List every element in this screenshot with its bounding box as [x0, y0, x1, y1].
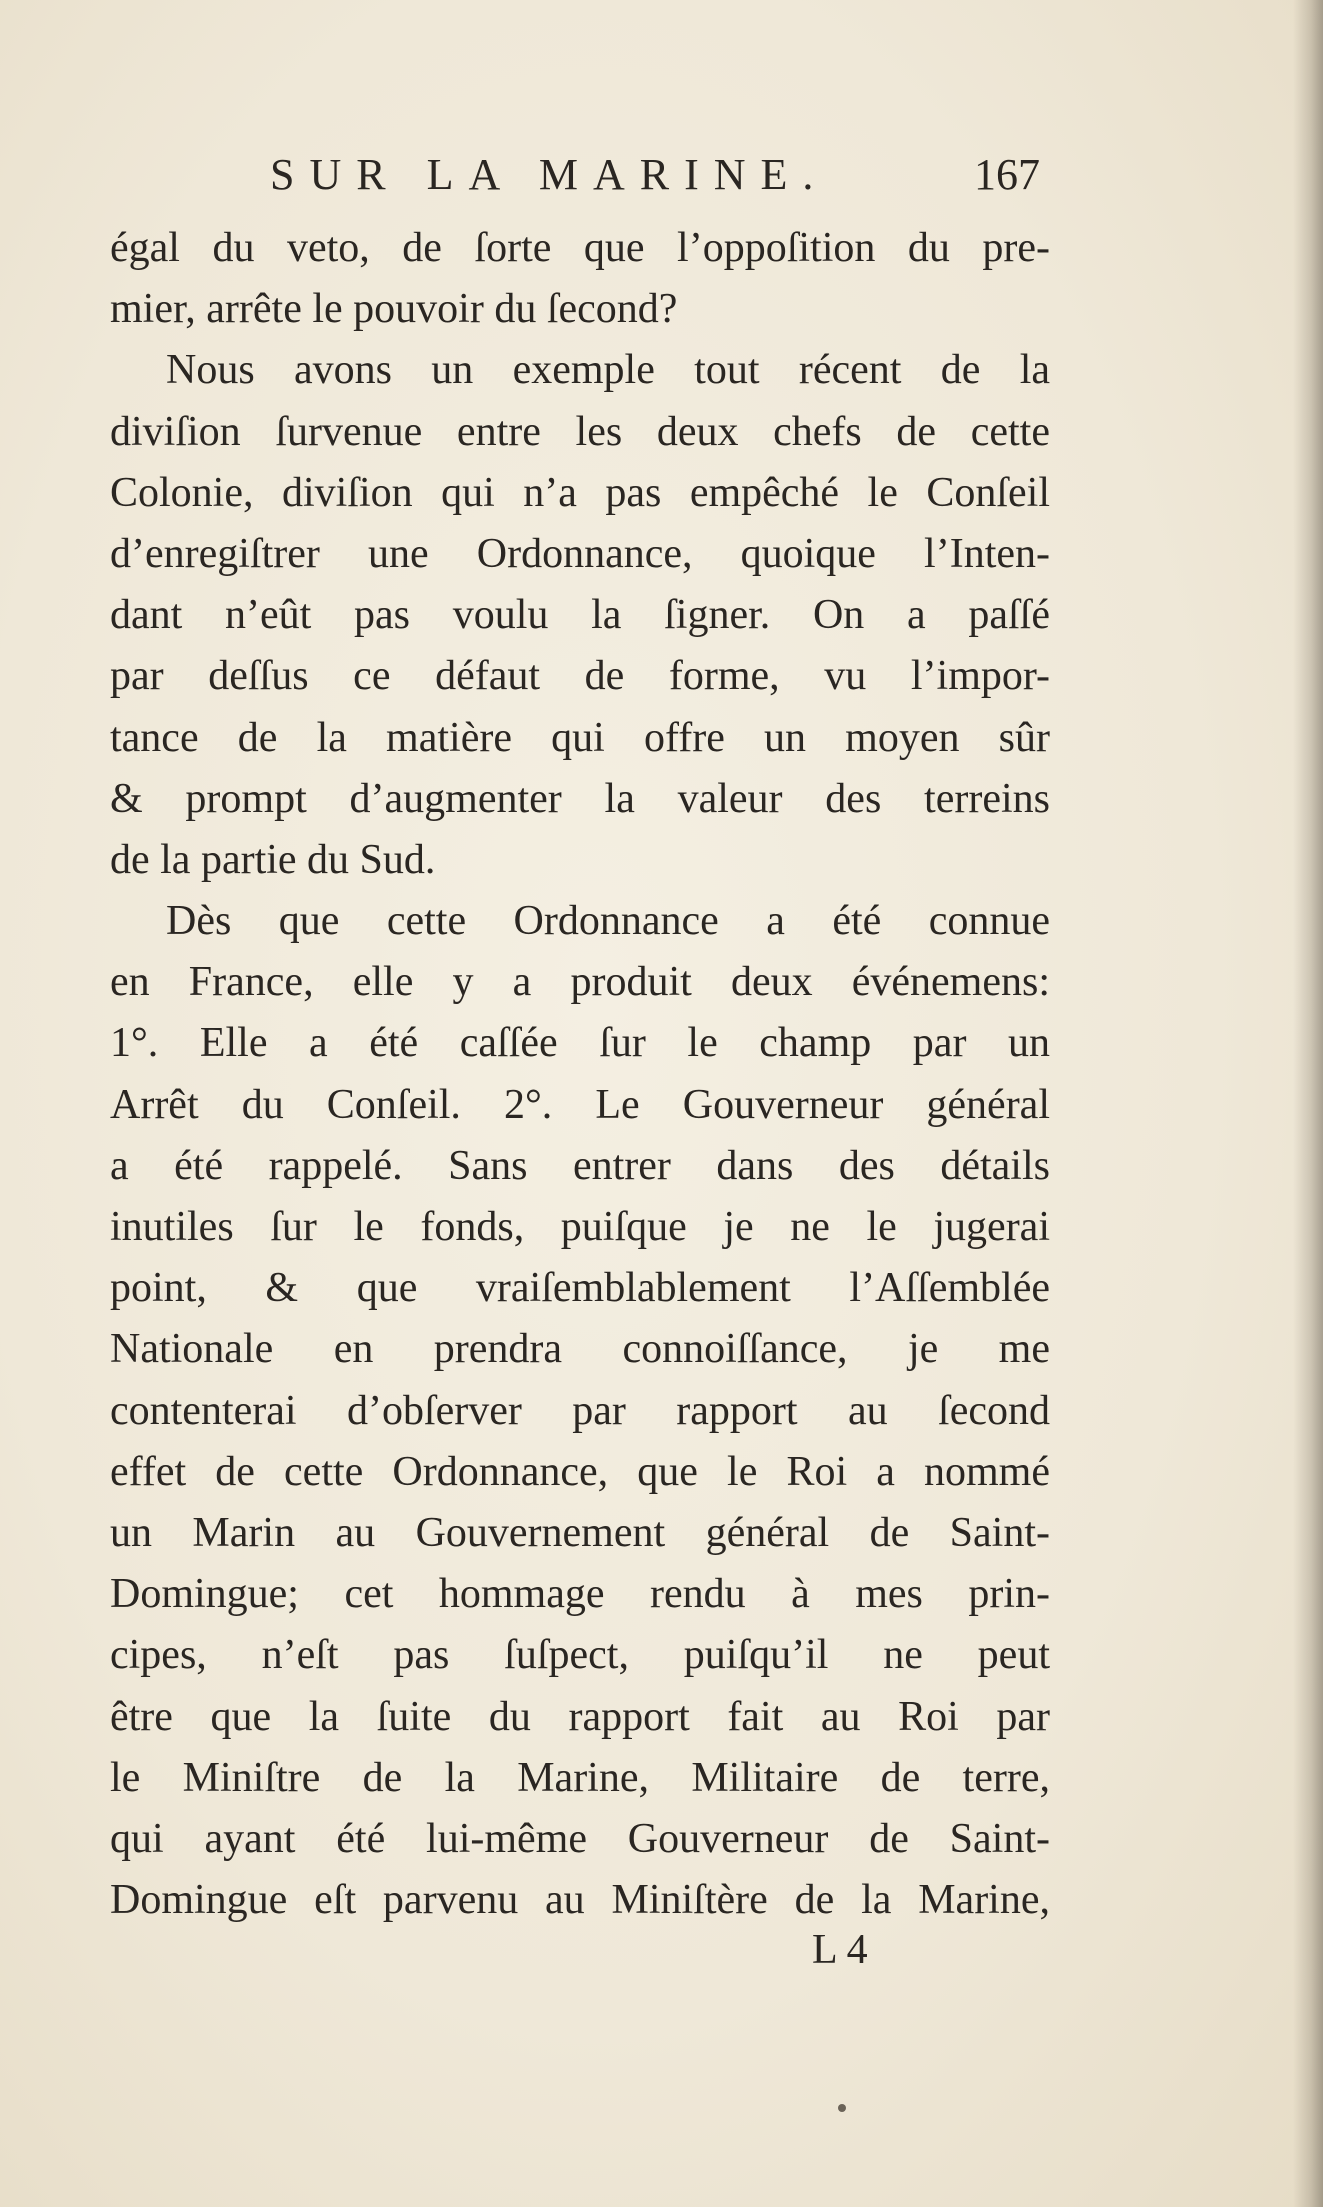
- text-line: Domingue eſt parvenu au Miniſtère de la Marine,: [110, 1877, 1050, 1924]
- text-line: Arrêt du Conſeil. 2°. Le Gouverneur général: [110, 1081, 1050, 1128]
- paragraph-first-line: Nous avons un exemple tout récent de la: [166, 347, 1050, 394]
- text-line: effet de cette Ordonnance, que le Roi a nommé: [110, 1448, 1050, 1495]
- text-line: inutiles ſur le fonds, puiſque je ne le jugerai: [110, 1204, 1050, 1250]
- page-number: 167: [974, 150, 1040, 199]
- text-line: égal du veto, de ſorte que l’oppoſition du pre-: [110, 225, 1050, 271]
- running-header: [270, 145, 1040, 205]
- text-line: dant n’eût pas voulu la ſigner. On a paſſé: [110, 592, 1050, 639]
- running-title: SUR LA MARINE.: [270, 150, 829, 199]
- text-line: être que la ſuite du rapport fait au Roi par: [110, 1693, 1050, 1740]
- text-line: qui ayant été lui-même Gouverneur de Saint-: [110, 1815, 1050, 1862]
- text-line: cipes, n’eſt pas ſuſpect, puiſqu’il ne peut: [110, 1632, 1050, 1679]
- ink-speck: [838, 2104, 846, 2112]
- text-line: & prompt d’augmenter la valeur des terreins: [110, 775, 1050, 822]
- text-line: en France, elle y a produit deux événemens:: [110, 959, 1050, 1006]
- text-line: a été rappelé. Sans entrer dans des détails: [110, 1142, 1050, 1189]
- page-edge-shadow: [1293, 0, 1323, 2207]
- text-line: 1°. Elle a été caſſée ſur le champ par un: [110, 1020, 1050, 1067]
- paragraph-first-line: Dès que cette Ordonnance a été connue: [166, 898, 1050, 945]
- text-line: mier, arrête le pouvoir du ſecond?: [110, 286, 678, 333]
- text-line: contenterai d’obſerver par rapport au ſecond: [110, 1387, 1050, 1434]
- text-line: point, & que vraiſemblablement l’Aſſemblée: [110, 1265, 1050, 1312]
- text-line: le Miniſtre de la Marine, Militaire de terre,: [110, 1754, 1050, 1801]
- text-line: Nationale en prendra connoiſſance, je me: [110, 1326, 1050, 1373]
- text-line: un Marin au Gouvernement général de Saint-: [110, 1509, 1050, 1556]
- text-line: Domingue; cet hommage rendu à mes prin-: [110, 1571, 1050, 1618]
- text-line: par deſſus ce défaut de forme, vu l’impor-: [110, 653, 1050, 700]
- text-line: de la partie du Sud.: [110, 836, 436, 883]
- text-line: diviſion ſurvenue entre les deux chefs de cette: [110, 408, 1050, 455]
- text-line: Colonie, diviſion qui n’a pas empêché le Conſeil: [110, 469, 1050, 516]
- signature-mark: L 4: [812, 1927, 868, 1973]
- body-text: [110, 218, 1050, 1931]
- text-line: d’enregiſtrer une Ordonnance, quoique l’Inten-: [110, 530, 1050, 577]
- text-line: tance de la matière qui offre un moyen sûr: [110, 714, 1050, 761]
